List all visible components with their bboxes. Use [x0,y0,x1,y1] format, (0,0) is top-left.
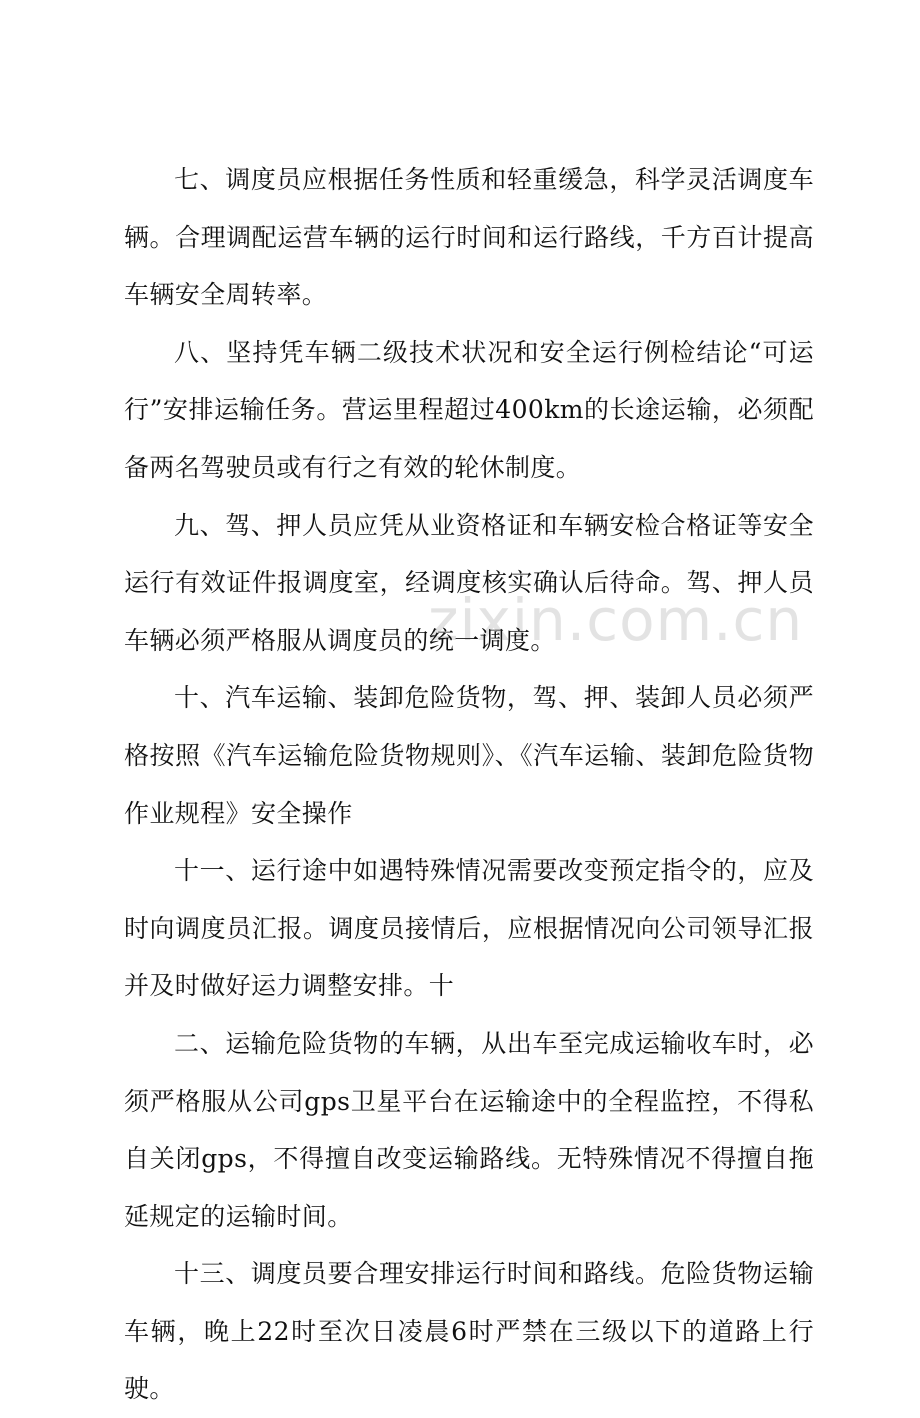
paragraph-12: 二、运输危险货物的车辆，从出车至完成运输收车时，必须严格服从公司gps卫星平台在运输途中的全程监控，不得私自关闭gps，不得擅自改变运输路线。无特殊情况不得擅自拖延规定的运输时间。 [124,1028,814,1231]
paragraph-11: 十一、运行途中如遇特殊情况需要改变预定指令的，应及时向调度员汇报。调度员接情后，应根据情况向公司领导汇报并及时做好运力调整安排。十 [124,856,814,1001]
watermark: zixin.com.cn [428,586,804,654]
paragraph-7: 七、调度员应根据任务性质和轻重缓急，科学灵活调度车辆。合理调配运营车辆的运行时间和运行路线，千方百计提高车辆安全周转率。 [124,165,814,310]
document-body [124,151,814,1418]
paragraph-10: 十、汽车运输、装卸危险货物，驾、押、装卸人员必须严格按照《汽车运输危险货物规则》、《汽车运输、装卸危险货物作业规程》安全操作 [124,683,814,828]
paragraph-13: 十三、调度员要合理安排运行时间和路线。危险货物运输车辆，晚上22时至次日凌晨6时严禁在三级以下的道路上行驶。 [124,1259,814,1404]
paragraph-8: 八、坚持凭车辆二级技术状况和安全运行例检结论“可运行”安排运输任务。营运里程超过400km的长途运输，必须配备两名驾驶员或有行之有效的轮休制度。 [124,337,814,482]
paragraph-9: 九、驾、押人员应凭从业资格证和车辆安检合格证等安全运行有效证件报调度室，经调度核实确认后待命。驾、押人员车辆必须严格服从调度员的统一调度。 [124,510,814,655]
